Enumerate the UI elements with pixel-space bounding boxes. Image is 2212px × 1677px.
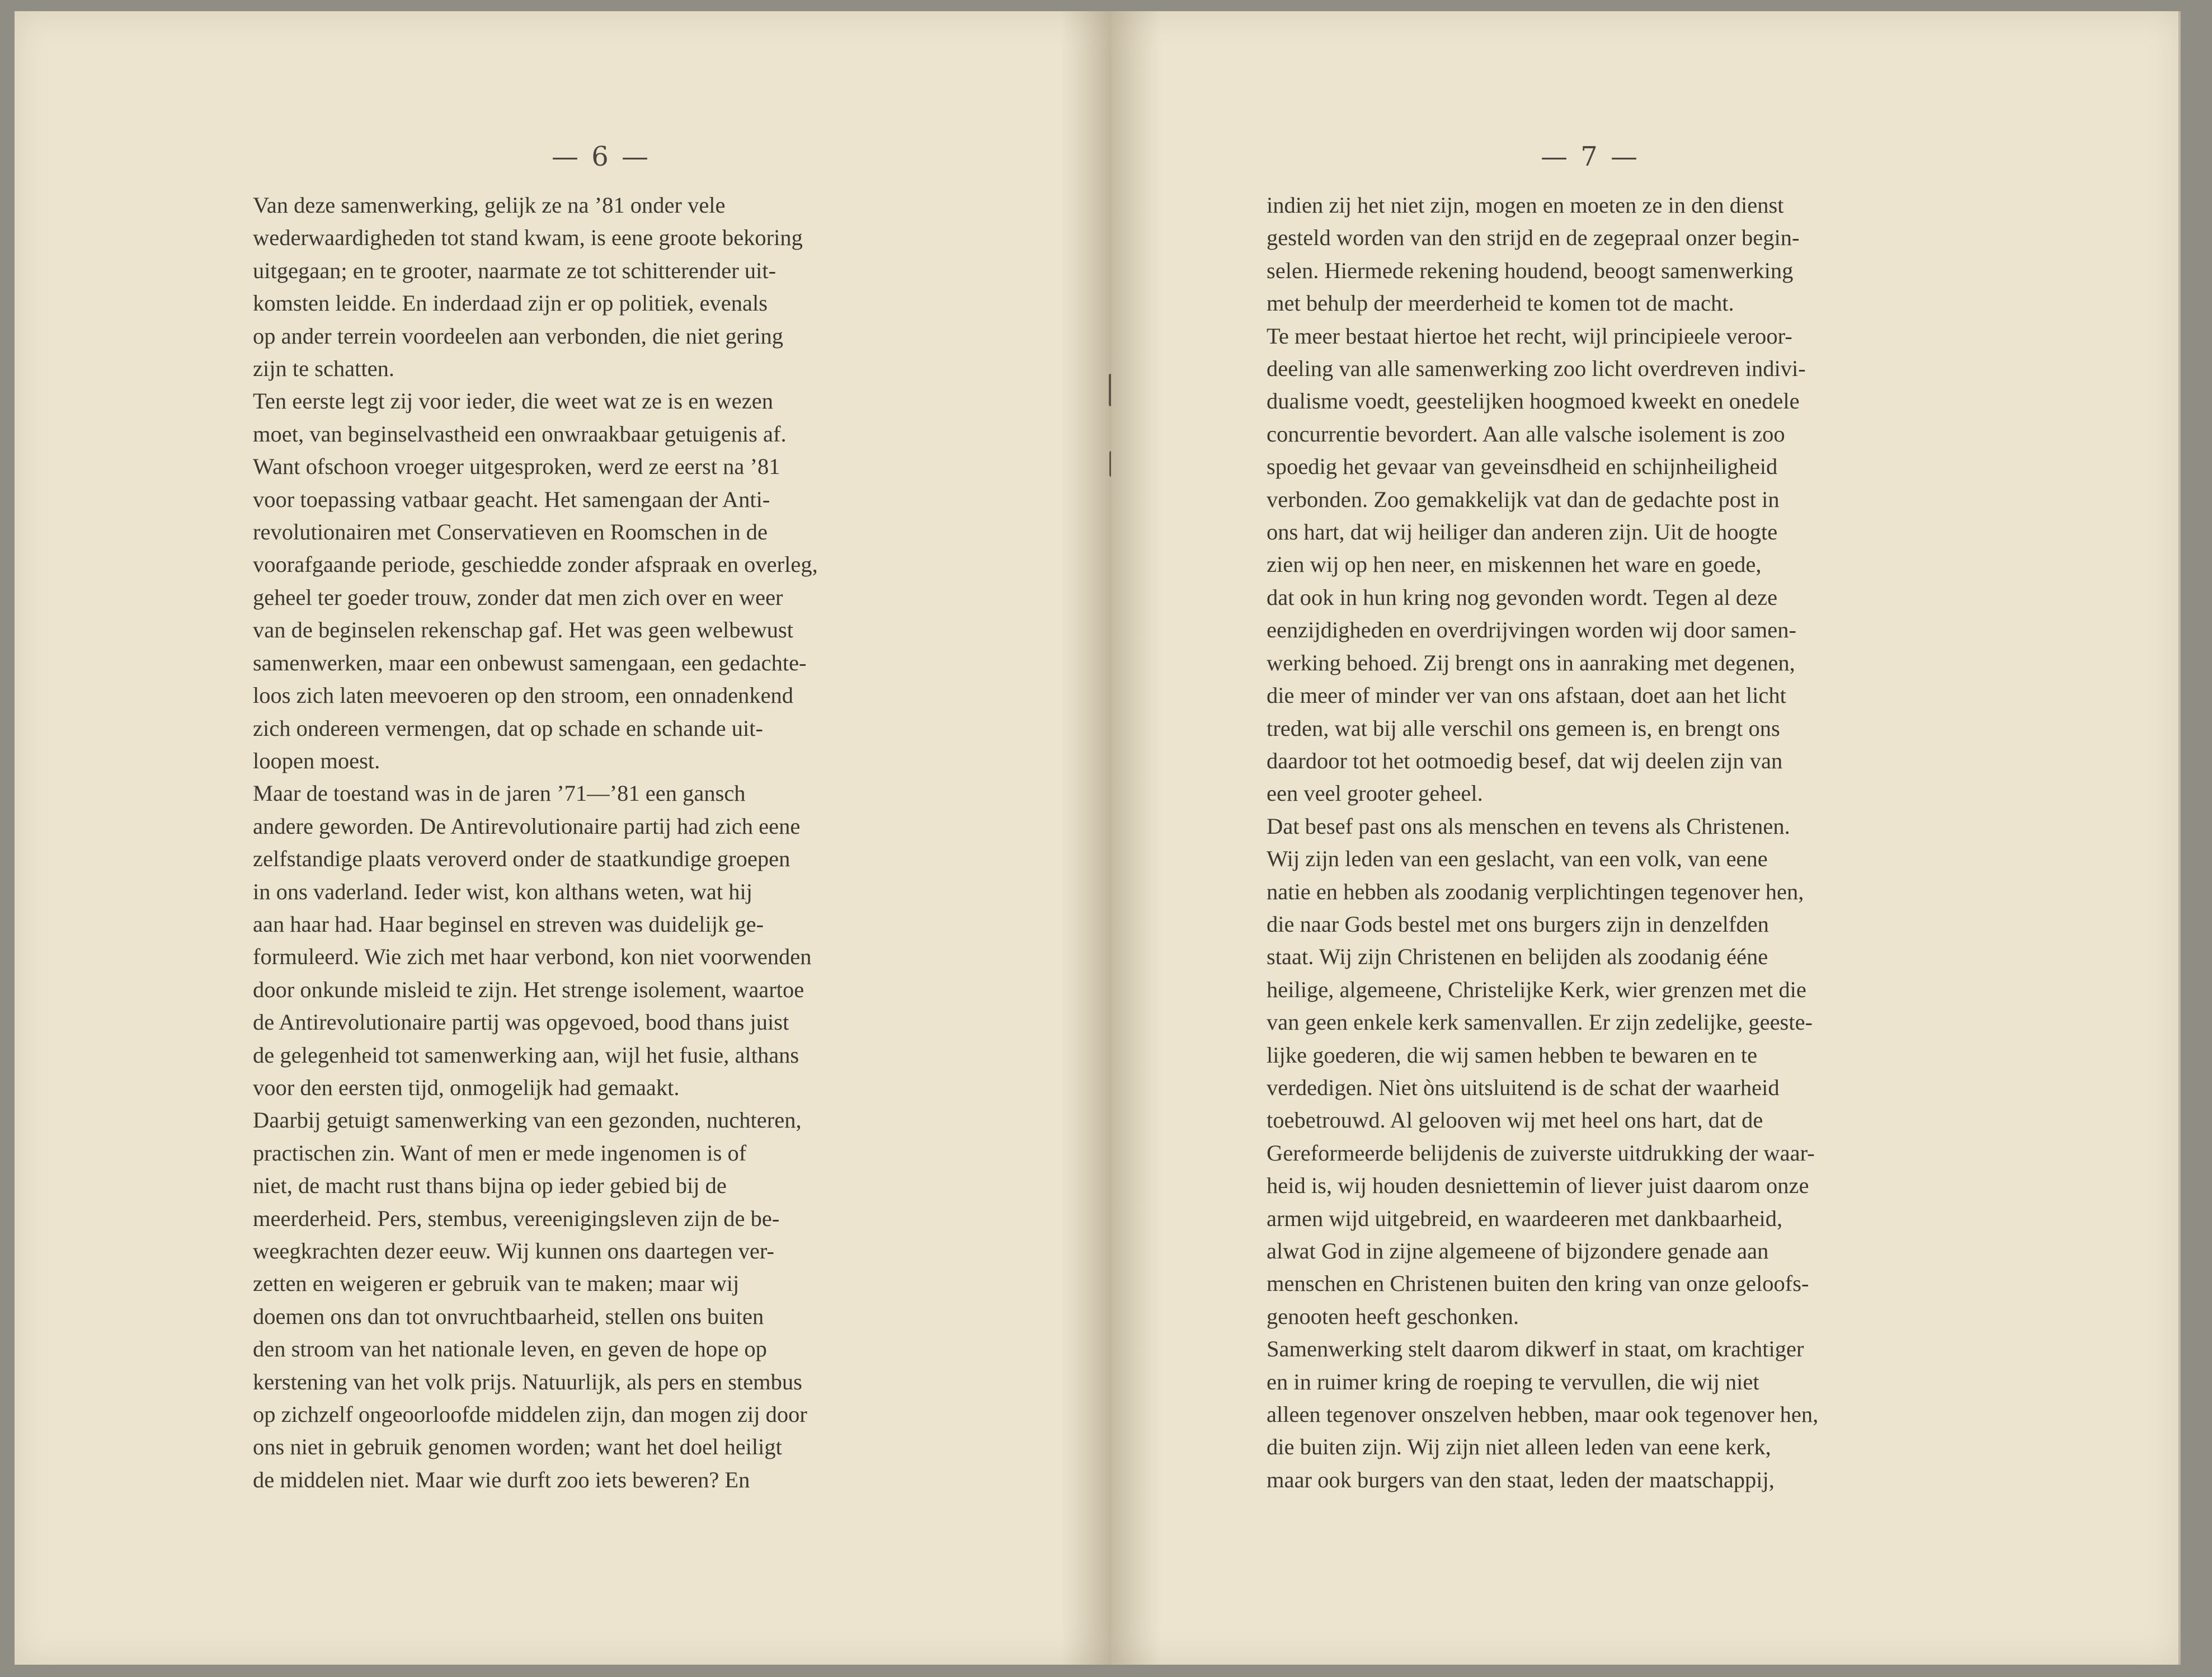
text-line: Van deze samenwerking, gelijk ze na ’81 onder vele [253, 192, 726, 218]
page-number: — 6 — [552, 141, 651, 172]
text-line: ons niet in gebruik genomen worden; want het doel heiligt [253, 1434, 782, 1460]
text-line: Te meer bestaat hiertoe het recht, wijl principieele veroor- [1267, 323, 1792, 349]
text-line: meerderheid. Pers, stembus, vereenigingsleven zijn de be- [253, 1205, 780, 1231]
text-line: de middelen niet. Maar wie durft zoo iets beweren? En [253, 1467, 750, 1492]
text-line: dat ook in hun kring nog gevonden wordt. Tegen al deze [1267, 584, 1778, 610]
text-line: op ander terrein voordeelen aan verbonden, die niet gering [253, 323, 783, 349]
text-line: heilige, algemeene, Christelijke Kerk, wier grenzen met die [1267, 976, 1806, 1002]
text-line: zetten en weigeren er gebruik van te maken; maar wij [253, 1271, 740, 1296]
gutter-shadow-right [1111, 11, 1161, 1665]
text-line: zien wij op hen neer, en miskennen het ware en goede, [1267, 552, 1762, 577]
text-line: van geen enkele kerk samenvallen. Er zijn zedelijke, geeste- [1267, 1009, 1813, 1035]
text-line: gesteld worden van den strijd en de zegepraal onzer begin- [1267, 225, 1800, 251]
text-line: concurrentie bevordert. Aan alle valsche isolement is zoo [1267, 421, 1785, 447]
text-line: alleen tegenover onszelven hebben, maar ook tegenover hen, [1267, 1402, 1819, 1427]
text-line: werking behoed. Zij brengt ons in aanraking met degenen, [1267, 650, 1795, 675]
text-line: Gereformeerde belijdenis de zuiverste uitdrukking der waar- [1267, 1140, 1815, 1166]
left-page [15, 11, 1111, 1665]
text-line: moet, van beginselvastheid een onwraakbaar getuigenis af. [253, 421, 787, 447]
text-line: andere geworden. De Antirevolutionaire partij had zich eene [253, 813, 801, 839]
text-line: samenwerken, maar een onbewust samengaan, een gedachte- [253, 650, 807, 675]
text-line: daardoor tot het ootmoedig besef, dat wij deelen zijn van [1267, 748, 1783, 773]
text-line: practischen zin. Want of men er mede ingenomen is of [253, 1140, 747, 1166]
text-line: formuleerd. Wie zich met haar verbond, kon niet voorwenden [253, 944, 812, 970]
text-line: Dat besef past ons als menschen en tevens als Christenen. [1267, 813, 1790, 839]
text-line: genooten heeft geschonken. [1267, 1303, 1519, 1329]
text-line: alwat God in zijne algemeene of bijzondere genade aan [1267, 1238, 1769, 1263]
text-line: loopen moest. [253, 748, 380, 773]
text-line: en in ruimer kring de roeping te vervullen, die wij niet [1267, 1369, 1759, 1394]
text-line: de Antirevolutionaire partij was opgevoed, bood thans juist [253, 1009, 789, 1035]
text-line: Ten eerste legt zij voor ieder, die weet wat ze is en wezen [253, 388, 773, 414]
text-line: zich ondereen vermengen, dat op schade en schande uit- [253, 715, 763, 741]
page-text [253, 189, 961, 1496]
text-line: natie en hebben als zoodanig verplichtingen tegenover hen, [1267, 879, 1804, 904]
text-line: toebetrouwd. Al gelooven wij met heel ons hart, dat de [1267, 1107, 1763, 1133]
text-line: weegkrachten dezer eeuw. Wij kunnen ons daartegen ver- [253, 1238, 774, 1263]
page-edge [2178, 11, 2181, 1665]
text-line: komsten leidde. En inderdaad zijn er op politiek, evenals [253, 290, 768, 316]
text-line: in ons vaderland. Ieder wist, kon althans weten, wat hij [253, 879, 753, 904]
text-line: Maar de toestand was in de jaren ’71—’81 een gansch [253, 781, 746, 806]
text-line: niet, de macht rust thans bijna op ieder gebied bij de [253, 1173, 727, 1199]
text-line: doemen ons dan tot onvruchtbaarheid, stellen ons buiten [253, 1303, 764, 1329]
text-line: de gelegenheid tot samenwerking aan, wijl het fusie, althans [253, 1042, 799, 1068]
text-line: lijke goederen, die wij samen hebben te bewaren en te [1267, 1042, 1758, 1068]
text-line: den stroom van het nationale leven, en geven de hope op [253, 1336, 767, 1362]
text-line: Want ofschoon vroeger uitgesproken, werd ze eerst na ’81 [253, 454, 780, 480]
text-line: voor den eersten tijd, onmogelijk had gemaakt. [253, 1074, 680, 1100]
text-line: eenzijdigheden en overdrijvingen worden wij door samen- [1267, 617, 1796, 643]
text-line: indien zij het niet zijn, mogen en moeten ze in den dienst [1267, 192, 1784, 218]
right-page [1111, 11, 2181, 1665]
text-line: zelfstandige plaats veroverd onder de staatkundige groepen [253, 846, 790, 872]
text-line: loos zich laten meevoeren op den stroom, een onnadenkend [253, 683, 794, 708]
text-line: een veel grooter geheel. [1267, 781, 1483, 806]
text-line: door onkunde misleid te zijn. Het strenge isolement, waartoe [253, 976, 804, 1002]
text-line: die naar Gods bestel met ons burgers zijn in denzelfden [1267, 911, 1769, 937]
text-line: Samenwerking stelt daarom dikwerf in staat, om krachtiger [1267, 1336, 1804, 1362]
text-line: van de beginselen rekenschap gaf. Het was geen welbewust [253, 617, 794, 643]
text-line: Wij zijn leden van een geslacht, van een volk, van eene [1267, 846, 1768, 872]
text-line: wederwaardigheden tot stand kwam, is eene groote bekoring [253, 225, 803, 251]
gutter-shadow-left [1061, 11, 1111, 1665]
text-line: met behulp der meerderheid te komen tot de macht. [1267, 290, 1734, 316]
text-line: aan haar had. Haar beginsel en streven was duidelijk ge- [253, 911, 764, 937]
text-line: heid is, wij houden desniettemin of liever juist daarom onze [1267, 1173, 1809, 1199]
text-line: spoedig het gevaar van geveinsdheid en schijnheiligheid [1267, 454, 1778, 480]
text-line: Daarbij getuigt samenwerking van een gezonden, nuchteren, [253, 1107, 802, 1133]
text-line: voor toepassing vatbaar geacht. Het samengaan der Anti- [253, 486, 770, 512]
text-line: deeling van alle samenwerking zoo licht overdreven indivi- [1267, 356, 1806, 382]
text-line: die buiten zijn. Wij zijn niet alleen leden van eene kerk, [1267, 1434, 1771, 1460]
page-number: — 7 — [1541, 141, 1640, 172]
text-line: uitgegaan; en te grooter, naarmate ze tot schitterender uit- [253, 257, 776, 283]
text-line: revolutionairen met Conservatieven en Roomschen in de [253, 519, 768, 545]
text-line: menschen en Christenen buiten den kring van onze geloofs- [1267, 1271, 1809, 1296]
text-line: armen wijd uitgebreid, en waardeeren met dankbaarheid, [1267, 1205, 1783, 1231]
text-line: die meer of minder ver van ons afstaan, doet aan het licht [1267, 683, 1786, 708]
text-line: op zichzelf ongeoorloofde middelen zijn, dan mogen zij door [253, 1402, 807, 1427]
text-line: voorafgaande periode, geschiedde zonder afspraak en overleg, [253, 552, 818, 577]
text-line: kerstening van het volk prijs. Natuurlijk, als pers en stembus [253, 1369, 802, 1394]
text-line: selen. Hiermede rekening houdend, beoogt samenwerking [1267, 257, 1794, 283]
text-line: ons hart, dat wij heiliger dan anderen zijn. Uit de hoogte [1267, 519, 1778, 545]
page-text [1267, 189, 1956, 1496]
text-line: geheel ter goeder trouw, zonder dat men zich over en weer [253, 584, 783, 610]
text-line: treden, wat bij alle verschil ons gemeen is, en brengt ons [1267, 715, 1780, 741]
text-line: verbonden. Zoo gemakkelijk vat dan de gedachte post in [1267, 486, 1780, 512]
text-line: zijn te schatten. [253, 356, 395, 382]
text-line: staat. Wij zijn Christenen en belijden als zoodanig ééne [1267, 944, 1768, 970]
text-line: verdedigen. Niet òns uitsluitend is de schat der waarheid [1267, 1074, 1780, 1100]
text-line: maar ook burgers van den staat, leden der maatschappij, [1267, 1467, 1775, 1492]
text-line: dualisme voedt, geestelijken hoogmoed kweekt en onedele [1267, 388, 1800, 414]
